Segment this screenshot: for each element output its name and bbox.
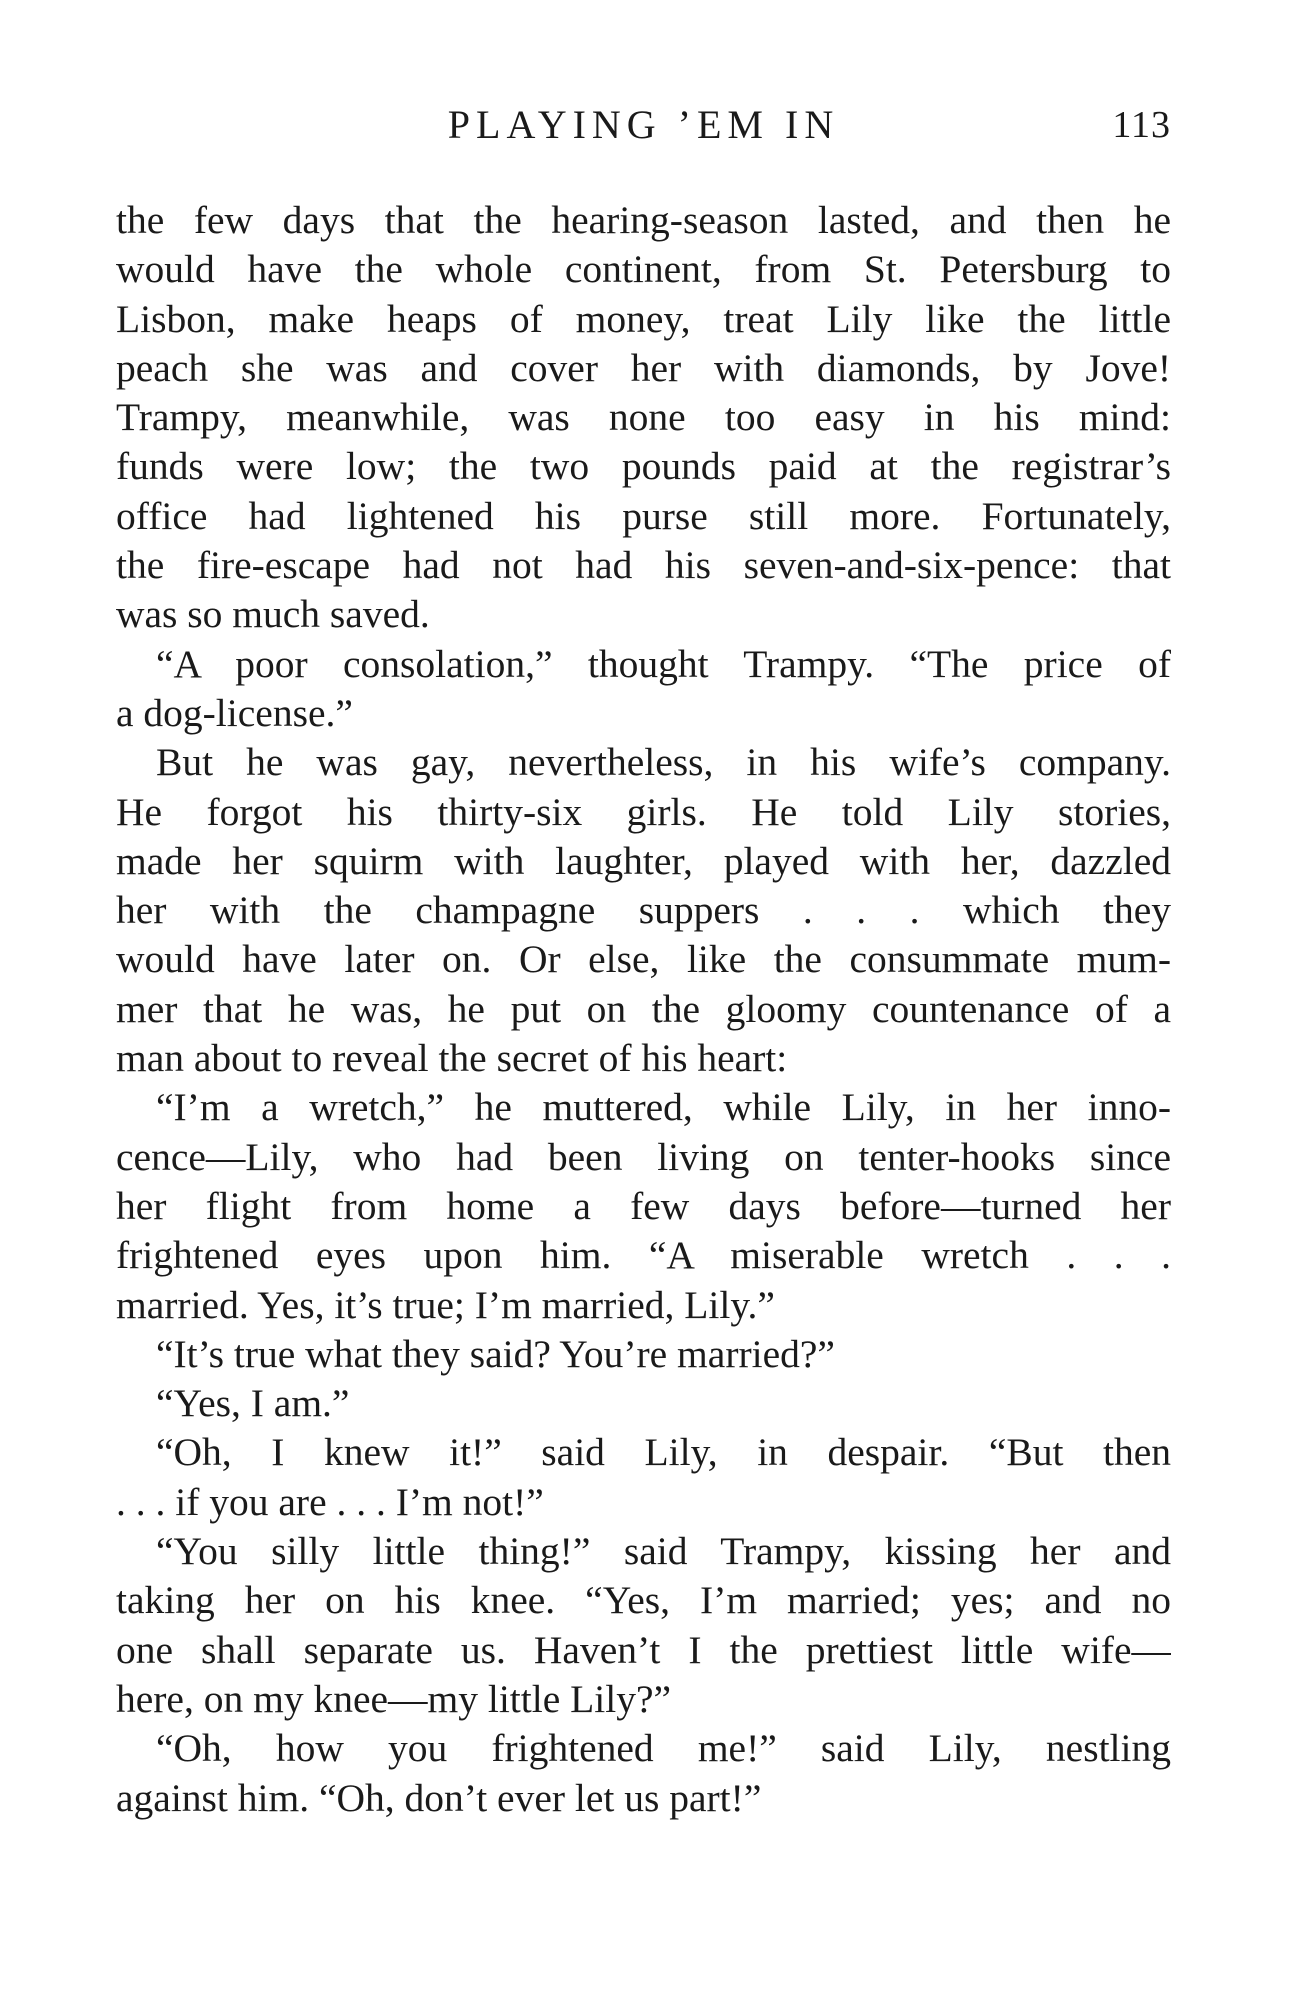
text-line: “You silly little thing!” said Trampy, kissing her and bbox=[156, 1529, 1171, 1574]
text-line: man about to reveal the secret of his heart: bbox=[116, 1036, 788, 1081]
text-line: made her squirm with laughter, played with her, dazzled bbox=[116, 838, 1171, 883]
text-line: her with the champagne suppers . . . which they bbox=[116, 888, 1171, 933]
text-line: married. Yes, it’s true; I’m married, Lily.” bbox=[116, 1282, 775, 1327]
text-line: “Oh, I knew it!” said Lily, in despair. “But then bbox=[156, 1430, 1171, 1475]
text-line: her flight from home a few days before—turned her bbox=[116, 1183, 1171, 1228]
text-line: taking her on his knee. “Yes, I’m married; yes; and no bbox=[116, 1578, 1171, 1623]
body-text bbox=[116, 196, 1171, 1823]
text-line: the few days that the hearing-season lasted, and then he bbox=[116, 198, 1171, 242]
page-number: 113 bbox=[1112, 104, 1171, 146]
text-line: office had lightened his purse still more. Fortunately, bbox=[116, 493, 1171, 538]
running-head bbox=[116, 100, 1171, 150]
text-line: He forgot his thirty-six girls. He told Lily stories, bbox=[116, 789, 1171, 834]
text-line: funds were low; the two pounds paid at the registrar’s bbox=[116, 444, 1171, 489]
text-line: a dog-license.” bbox=[116, 690, 353, 735]
text-line: . . . if you are . . . I’m not!” bbox=[116, 1479, 544, 1524]
text-line: “I’m a wretch,” he muttered, while Lily, in her inno- bbox=[156, 1085, 1171, 1130]
text-line: “Oh, how you frightened me!” said Lily, nestling bbox=[156, 1726, 1171, 1771]
text-line: cence—Lily, who had been living on tenter-hooks since bbox=[116, 1134, 1171, 1179]
text-line: “Yes, I am.” bbox=[156, 1381, 350, 1426]
text-line: “It’s true what they said? You’re married?” bbox=[156, 1331, 835, 1376]
text-line: was so much saved. bbox=[116, 592, 430, 637]
text-line: would have the whole continent, from St. Petersburg to bbox=[116, 247, 1171, 292]
text-line: frightened eyes upon him. “A miserable wretch . . . bbox=[116, 1233, 1171, 1278]
text-line: here, on my knee—my little Lily?” bbox=[116, 1676, 672, 1721]
running-title: PLAYING ’EM IN bbox=[447, 102, 840, 147]
text-line: against him. “Oh, don’t ever let us part!” bbox=[116, 1775, 762, 1820]
text-line: peach she was and cover her with diamonds, by Jove! bbox=[116, 345, 1171, 390]
text-line: Trampy, meanwhile, was none too easy in his mind: bbox=[116, 395, 1171, 440]
text-line: would have later on. Or else, like the consummate mum- bbox=[116, 937, 1171, 982]
text-line: But he was gay, nevertheless, in his wife’s company. bbox=[156, 740, 1171, 785]
text-line: Lisbon, make heaps of money, treat Lily like the little bbox=[116, 296, 1171, 341]
text-line: “A poor consolation,” thought Trampy. “The price of bbox=[156, 641, 1171, 686]
text-line: one shall separate us. Haven’t I the prettiest little wife— bbox=[116, 1627, 1171, 1672]
text-line: mer that he was, he put on the gloomy countenance of a bbox=[116, 986, 1171, 1031]
text-line: the fire-escape had not had his seven-and-six-pence: that bbox=[116, 543, 1171, 588]
